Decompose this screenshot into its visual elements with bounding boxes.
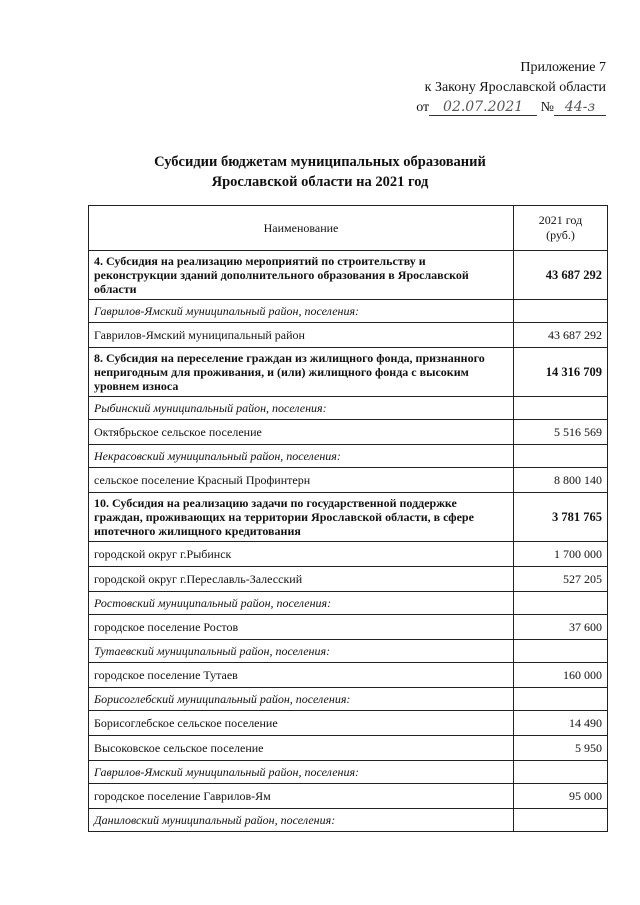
- table-row-item: [89, 542, 608, 567]
- row-name: Высоковское сельское поселение: [89, 736, 514, 761]
- table-row-section: [89, 348, 608, 397]
- handwritten-number: 44-з: [554, 99, 606, 116]
- table-header-row: [89, 206, 608, 251]
- row-name: 8. Субсидия на переселение граждан из жилищного фонда, признанного непригодным для проживания, и (или) жилищного фонда с высоким уровнем износа: [89, 348, 514, 397]
- row-name: городской округ г.Рыбинск: [89, 542, 514, 567]
- row-name: Гаврилов-Ямский муниципальный район, поселения:: [89, 300, 514, 323]
- row-amount: [514, 761, 608, 784]
- table-row-item: [89, 468, 608, 493]
- header-amount-year: 2021 год: [538, 213, 583, 227]
- row-name: 4. Субсидия на реализацию мероприятий по строительству и реконструкции зданий дополнительного образования в Ярославской области: [89, 251, 514, 300]
- row-name: сельское поселение Красный Профинтерн: [89, 468, 514, 493]
- row-amount: [514, 397, 608, 420]
- row-amount: 14 316 709: [514, 348, 608, 397]
- table-row-item: [89, 784, 608, 809]
- table-row-item: [89, 615, 608, 640]
- title-line-1: Субсидии бюджетам муниципальных образований: [154, 154, 486, 170]
- row-amount: 1 700 000: [514, 542, 608, 567]
- row-amount: 8 800 140: [514, 468, 608, 493]
- from-label: от: [416, 100, 430, 115]
- row-amount: 5 950: [514, 736, 608, 761]
- row-amount: 43 687 292: [514, 251, 608, 300]
- table-row-section: [89, 251, 608, 300]
- header-amount: [514, 206, 608, 251]
- row-amount: [514, 809, 608, 832]
- row-name: Гаврилов-Ямский муниципальный район, поселения:: [89, 761, 514, 784]
- subsidies-table: [88, 205, 608, 832]
- table-row-district: [89, 688, 608, 711]
- row-amount: [514, 300, 608, 323]
- row-name: городское поселение Гаврилов-Ям: [89, 784, 514, 809]
- table-row-district: [89, 592, 608, 615]
- table-row-item: [89, 420, 608, 445]
- row-amount: 160 000: [514, 663, 608, 688]
- appendix-number: Приложение 7: [520, 60, 606, 75]
- row-amount: 527 205: [514, 567, 608, 592]
- row-amount: [514, 640, 608, 663]
- row-amount: [514, 688, 608, 711]
- table-row-item: [89, 711, 608, 736]
- row-amount: [514, 445, 608, 468]
- row-name: городской округ г.Переславль-Залесский: [89, 567, 514, 592]
- row-amount: 3 781 765: [514, 493, 608, 542]
- table-row-section: [89, 493, 608, 542]
- row-name: Борисоглебский муниципальный район, поселения:: [89, 688, 514, 711]
- row-amount: [514, 592, 608, 615]
- row-name: Даниловский муниципальный район, поселения:: [89, 809, 514, 832]
- appendix-date-line: [416, 98, 606, 118]
- table-row-item: [89, 567, 608, 592]
- table-row-district: [89, 397, 608, 420]
- table-row-district: [89, 445, 608, 468]
- row-amount: 43 687 292: [514, 323, 608, 348]
- row-amount: 14 490: [514, 711, 608, 736]
- table-row-district: [89, 809, 608, 832]
- row-name: городское поселение Тутаев: [89, 663, 514, 688]
- row-name: Рыбинский муниципальный район, поселения:: [89, 397, 514, 420]
- row-name: Борисоглебское сельское поселение: [89, 711, 514, 736]
- row-name: Некрасовский муниципальный район, поселения:: [89, 445, 514, 468]
- number-label: №: [540, 100, 554, 115]
- table-row-item: [89, 323, 608, 348]
- row-name: Октябрьское сельское поселение: [89, 420, 514, 445]
- row-amount: 5 516 569: [514, 420, 608, 445]
- header-name: Наименование: [89, 206, 514, 251]
- table-row-item: [89, 663, 608, 688]
- table-row-district: [89, 640, 608, 663]
- row-name: 10. Субсидия на реализацию задачи по государственной поддержке граждан, проживающих на территории Ярославской области, в сфере ипотечного жилищного кредитования: [89, 493, 514, 542]
- row-name: Ростовский муниципальный район, поселения:: [89, 592, 514, 615]
- table-body: [89, 251, 608, 832]
- appendix-law: к Закону Ярославской области: [424, 80, 606, 95]
- table-row-district: [89, 761, 608, 784]
- row-amount: 95 000: [514, 784, 608, 809]
- table-row-district: [89, 300, 608, 323]
- row-name: городское поселение Ростов: [89, 615, 514, 640]
- table-row-item: [89, 736, 608, 761]
- row-name: Тутаевский муниципальный район, поселения:: [89, 640, 514, 663]
- row-amount: 37 600: [514, 615, 608, 640]
- header-amount-unit: (руб.): [546, 228, 575, 242]
- handwritten-date: 02.07.2021: [429, 99, 537, 116]
- row-name: Гаврилов-Ямский муниципальный район: [89, 323, 514, 348]
- document-title: [0, 152, 640, 192]
- appendix-header: [416, 58, 606, 118]
- title-line-2: Ярославской области на 2021 год: [211, 174, 429, 190]
